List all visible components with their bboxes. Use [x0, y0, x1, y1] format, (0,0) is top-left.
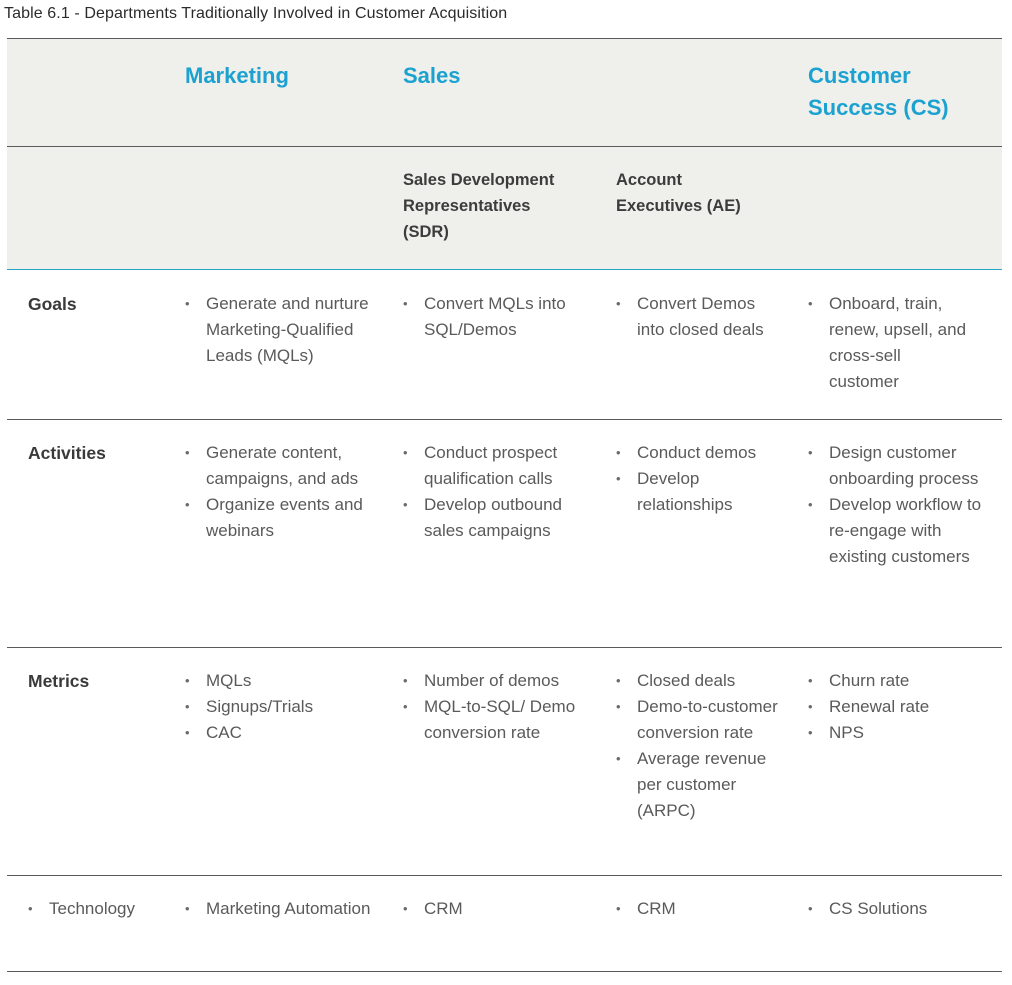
activities-cs-cell: [808, 440, 983, 570]
row-divider-activities: [7, 647, 1002, 648]
list-item: • CRM: [616, 896, 791, 922]
list-item: • MQL-to-SQL/ Demo conversion rate: [403, 694, 588, 746]
activities-marketing-cell: [185, 440, 375, 544]
list-item: • Renewal rate: [808, 694, 998, 720]
list-item: • NPS: [808, 720, 998, 746]
header-sales: Sales: [403, 63, 461, 88]
subheader-sdr: Sales Development Representatives (SDR): [403, 171, 555, 241]
list-item: • Generate and nurture Marketing-Qualified Leads (MQLs): [185, 291, 375, 369]
technology-cs-cell: [808, 896, 998, 922]
row-label-technology: [28, 896, 135, 922]
list-item: • Develop outbound sales campaigns: [403, 492, 588, 544]
metrics-sdr-cell: [403, 668, 588, 746]
table-caption: Table 6.1 - Departments Traditionally Involved in Customer Acquisition: [4, 5, 508, 22]
activities-ae-cell: [616, 440, 791, 518]
goals-sdr-cell: [403, 291, 588, 343]
metrics-cs-cell: [808, 668, 998, 746]
list-item: • Conduct demos: [616, 440, 791, 466]
activities-sdr-cell: [403, 440, 588, 544]
row-label-activities: Activities: [28, 443, 106, 463]
list-item: • Closed deals: [616, 668, 781, 694]
list-item: • Signups/Trials: [185, 694, 375, 720]
row-label-metrics: Metrics: [28, 671, 90, 691]
list-item: • Marketing Automation: [185, 896, 375, 922]
subheader-ae: Account Executives (AE): [616, 171, 741, 215]
list-item: • Develop workflow to re-engage with existing customers: [808, 492, 983, 570]
list-item: • Generate content, campaigns, and ads: [185, 440, 375, 492]
list-item: • Design customer onboarding process: [808, 440, 983, 492]
list-item: • CAC: [185, 720, 375, 746]
technology-sdr-cell: [403, 896, 603, 922]
row-divider-metrics: [7, 875, 1002, 876]
goals-marketing-cell: [185, 291, 375, 369]
list-item: • CS Solutions: [808, 896, 998, 922]
goals-cs-cell: [808, 291, 968, 395]
list-item: • Conduct prospect qualification calls: [403, 440, 588, 492]
list-item: • Convert MQLs into SQL/Demos: [403, 291, 588, 343]
list-item: • Develop relationships: [616, 466, 791, 518]
row-divider-goals: [7, 419, 1002, 420]
list-item: • Number of demos: [403, 668, 588, 694]
technology-ae-cell: [616, 896, 791, 922]
list-item: • CRM: [403, 896, 603, 922]
list-item: • MQLs: [185, 668, 375, 694]
list-item: • Organize events and webinars: [185, 492, 375, 544]
list-item: • Demo-to-customer conversion rate: [616, 694, 781, 746]
header-customer-success: Customer Success (CS): [808, 63, 949, 120]
technology-marketing-cell: [185, 896, 375, 922]
goals-ae-cell: [616, 291, 776, 343]
metrics-marketing-cell: [185, 668, 375, 746]
list-item: • Average revenue per customer (ARPC): [616, 746, 781, 824]
header-bottom-rule: [7, 269, 1002, 270]
header-marketing: Marketing: [185, 63, 289, 88]
list-item: • Onboard, train, renew, upsell, and cross-sell customer: [808, 291, 968, 395]
list-item: • Churn rate: [808, 668, 998, 694]
row-label-goals: Goals: [28, 294, 77, 314]
metrics-ae-cell: [616, 668, 781, 824]
list-item: • Convert Demos into closed deals: [616, 291, 776, 343]
list-item: • Technology: [28, 896, 135, 922]
table-bottom-rule: [7, 971, 1002, 972]
